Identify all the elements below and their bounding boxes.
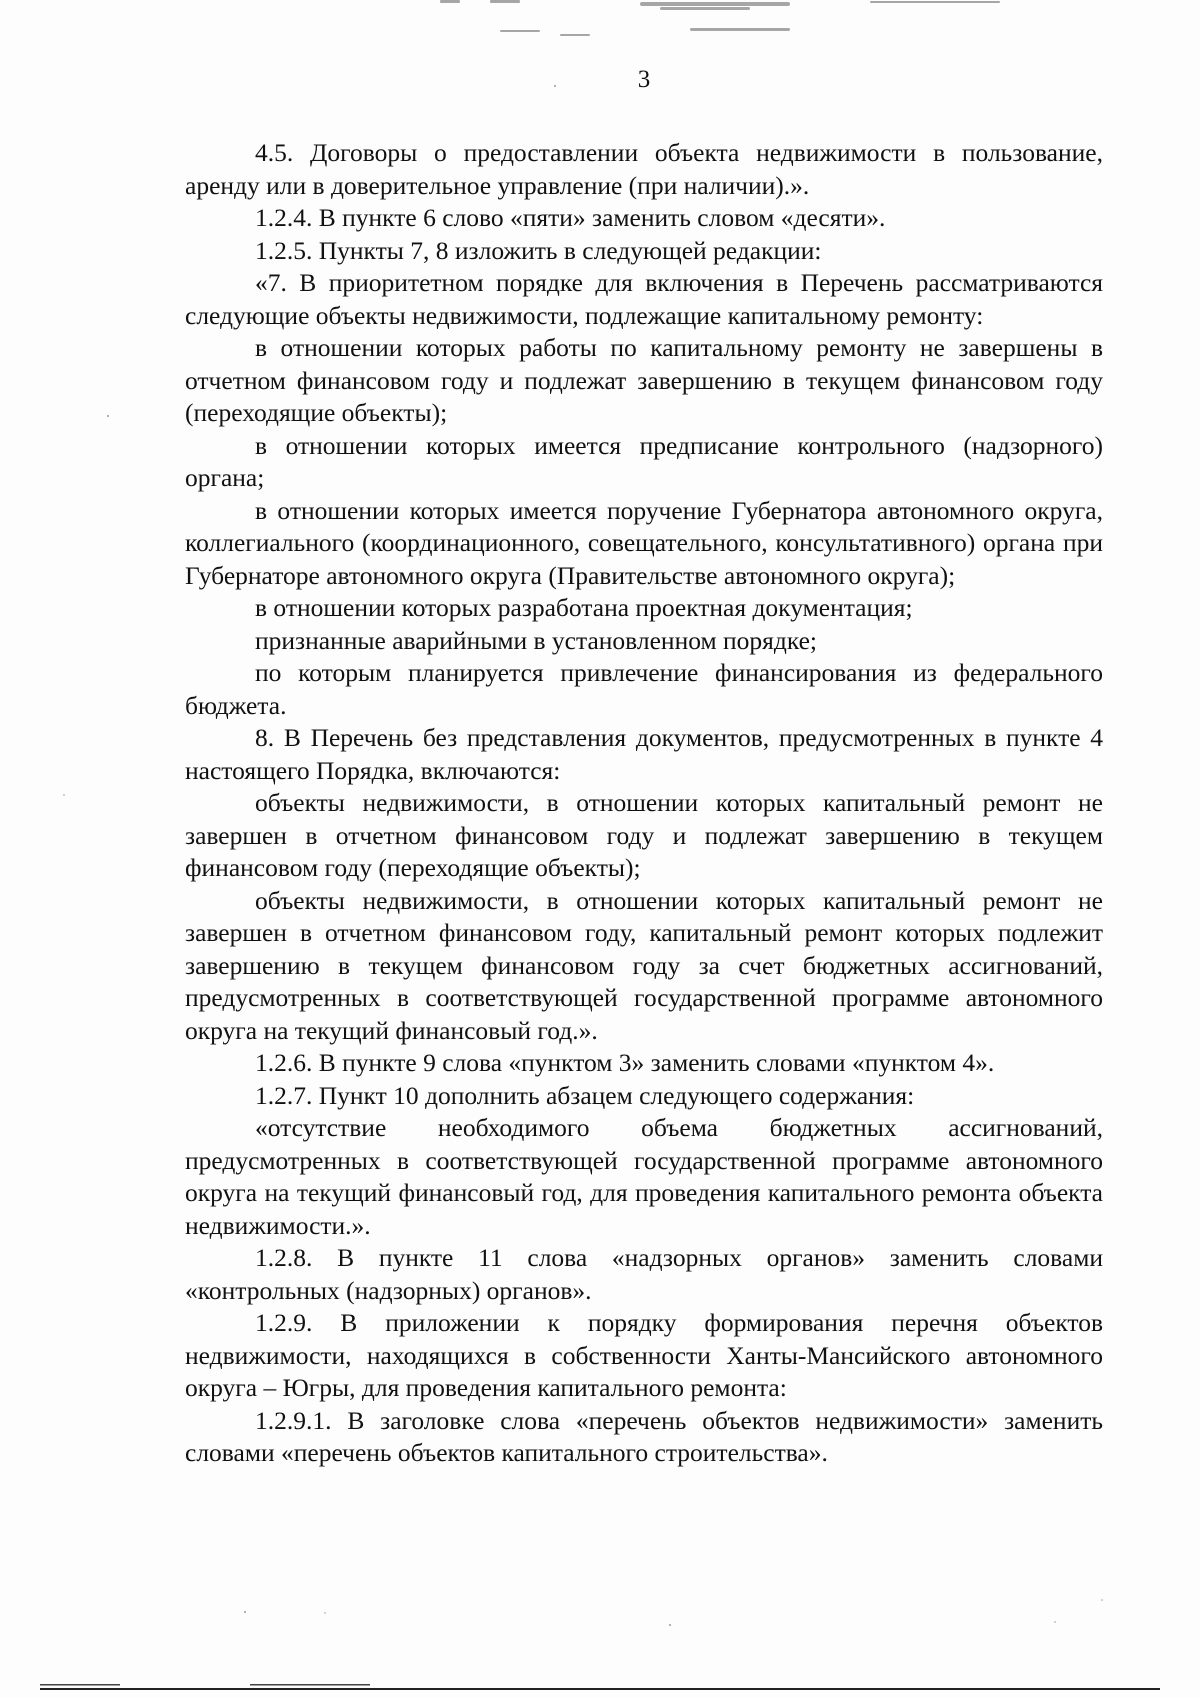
paragraph: «7. В приоритетном порядке для включения в Перечень рассматриваются следующие объекты недвижимости, подлежащие капитальному ремонту: — [185, 268, 1103, 330]
paragraph: 1.2.9.1. В заголовке слова «перечень объектов недвижимости» заменить словами «перечень объектов капитального строительства». — [185, 1405, 1103, 1467]
page-number: 3 — [637, 66, 651, 93]
paragraph: 4.5. Договоры о предоставлении объекта недвижимости в пользование, аренду или в доверительное управление (при наличии).». — [185, 138, 1103, 200]
paragraph: объекты недвижимости, в отношении которых капитальный ремонт не завершен в отчетном финансовом году, капитальный ремонт которых подлежит завершению в текущем финансовом году за счет бюджетных ассигнований, предусмотренных в соответствующей государственной программе автономного округа на текущий финансовый год.». — [185, 885, 1103, 1045]
paragraph: в отношении которых разработана проектная документация; — [255, 593, 913, 622]
paragraph: в отношении которых имеется предписание контрольного (надзорного) органа; — [185, 430, 1103, 492]
paragraph: 1.2.4. В пункте 6 слово «пяти» заменить словом «десяти». — [255, 203, 886, 232]
paragraph: по которым планируется привлечение финансирования из федерального бюджета. — [185, 658, 1103, 720]
paragraph: 1.2.7. Пункт 10 дополнить абзацем следующего содержания: — [255, 1080, 915, 1110]
paragraph: 1.2.8. В пункте 11 слова «надзорных органов» заменить словами «контрольных (надзорных) органов». — [185, 1243, 1103, 1305]
paragraph: объекты недвижимости, в отношении которых капитальный ремонт не завершен в отчетном финансовом году и подлежат завершению в текущем финансовом году (переходящие объекты); — [185, 788, 1103, 882]
paragraph: в отношении которых работы по капитальному ремонту не завершены в отчетном финансовом году и подлежат завершению в текущем финансовом году (переходящие объекты); — [185, 333, 1103, 427]
paragraph: 1.2.9. В приложении к порядку формирования перечня объектов недвижимости, находящихся в собственности Ханты-Мансийского автономного округа – Югры, для проведения капитального ремонта: — [185, 1308, 1103, 1402]
paragraph: в отношении которых имеется поручение Губернатора автономного округа, коллегиального (координационного, совещательного, консультативного) органа при Губернаторе автономного округа (Правительстве автономного округа); — [185, 495, 1103, 590]
paragraph: 1.2.6. В пункте 9 слова «пунктом 3» заменить словами «пунктом 4». — [255, 1048, 995, 1077]
paragraph: 8. В Перечень без представления документов, предусмотренных в пункте 4 настоящего Порядка, включаются: — [185, 723, 1103, 785]
paragraph: «отсутствие необходимого объема бюджетных ассигнований, предусмотренных в соответствующей государственной программе автономного округа на текущий финансовый год, для проведения капитального ремонта объекта недвижимости.». — [185, 1113, 1103, 1240]
document-body — [185, 137, 1103, 1470]
paragraph: 1.2.5. Пункты 7, 8 изложить в следующей редакции: — [255, 235, 822, 265]
paragraph: признанные аварийными в установленном порядке; — [255, 625, 817, 655]
